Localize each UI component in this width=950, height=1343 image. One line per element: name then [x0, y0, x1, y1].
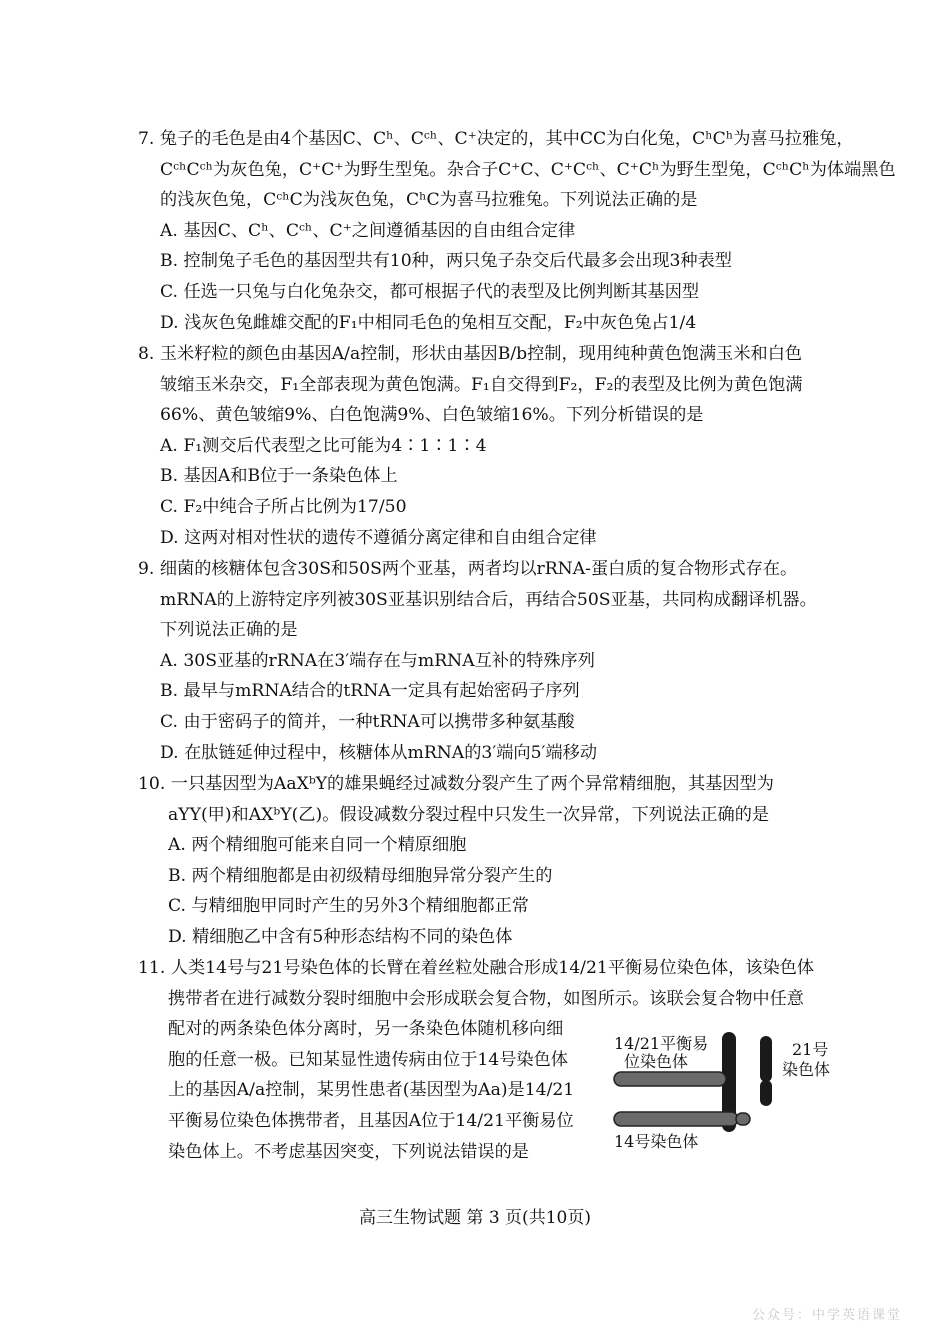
question-10-option-a: A. 两个精细胞可能来自同一个精原细胞	[168, 835, 467, 856]
question-8-option-b: B. 基因A和B位于一条染色体上	[160, 466, 398, 487]
question-8-option-d: D. 这两对相对性状的遗传不遵循分离定律和自由组合定律	[160, 527, 597, 548]
question-8-stem-line-3: 66%、黄色皱缩9%、白色饱满9%、白色皱缩16%。下列分析错误的是	[160, 405, 704, 426]
question-11-stem-line-3: 配对的两条染色体分离时，另一条染色体随机移向细	[168, 1019, 564, 1040]
question-7-stem-line-2: CᶜʰCᶜʰ为灰色兔，C⁺C⁺为野生型兔。杂合子C⁺C、C⁺Cᶜʰ、C⁺Cʰ为野生型兔，CᶜʰCʰ为体端黑色	[160, 159, 896, 180]
question-11-stem-line-5: 上的基因A/a控制，某男性患者(基因型为Aa)是14/21	[168, 1080, 575, 1101]
chromosome-synapsis-figure	[610, 1030, 850, 1160]
question-8-stem-line-2: 皱缩玉米杂交，F₁全部表现为黄色饱满。F₁自交得到F₂，F₂的表型及比例为黄色饱满	[160, 374, 803, 395]
chromosome-21-upper	[760, 1036, 772, 1082]
label-chromosome-14: 14号染色体	[614, 1132, 699, 1151]
watermark: 公众号：中学英语课堂	[751, 1308, 902, 1323]
question-10-stem-line-1: 10. 一只基因型为AaXᵇY的雄果蝇经过减数分裂产生了两个异常精细胞，其基因型为	[138, 774, 774, 794]
label-translocation-line-1: 14/21平衡易	[614, 1034, 709, 1053]
question-7-stem-line-1: 7. 兔子的毛色是由4个基因C、Cʰ、Cᶜʰ、C⁺决定的，其中CC为白化兔，CʰCʰ为喜马拉雅兔，	[138, 129, 854, 149]
translocation-chromosome-horizontal	[614, 1072, 726, 1086]
question-9-option-c: C. 由于密码子的简并，一种tRNA可以携带多种氨基酸	[160, 711, 575, 732]
chromosome-14-long-arm	[614, 1112, 738, 1126]
question-11-stem-line-7: 染色体上。不考虑基因突变，下列说法错误的是	[168, 1141, 529, 1162]
question-8-stem-line-1: 8. 玉米籽粒的颜色由基因A/a控制，形状由基因B/b控制，现用纯种黄色饱满玉米和白色	[138, 344, 803, 364]
question-9-option-d: D. 在肽链延伸过程中，核糖体从mRNA的3′端向5′端移动	[160, 742, 598, 763]
page-footer: 高三生物试题 第 3 页(共10页)	[359, 1208, 591, 1228]
question-9-stem-line-2: mRNA的上游特定序列被30S亚基识别结合后，再结合50S亚基，共同构成翻译机器。	[160, 589, 817, 610]
question-7-option-b: B. 控制兔子毛色的基因型共有10种，两只兔子杂交后代最多会出现3种表型	[160, 251, 732, 272]
question-10-option-d: D. 精细胞乙中含有5种形态结构不同的染色体	[168, 926, 513, 947]
question-9-stem-line-1: 9. 细菌的核糖体包含30S和50S两个亚基，两者均以rRNA-蛋白质的复合物形式存在。	[138, 559, 798, 579]
question-9-option-b: B. 最早与mRNA结合的tRNA一定具有起始密码子序列	[160, 681, 580, 702]
question-11-stem-line-2: 携带者在进行减数分裂时细胞中会形成联会复合物，如图所示。该联会复合物中任意	[168, 988, 804, 1009]
question-9	[138, 554, 850, 768]
question-7-option-a: A. 基因C、Cʰ、Cᶜʰ、C⁺之间遵循基因的自由组合定律	[160, 220, 576, 241]
question-10-option-b: B. 两个精细胞都是由初级精母细胞异常分裂产生的	[168, 865, 553, 886]
chromosome-14-short-arm	[736, 1113, 750, 1125]
question-7-option-d: D. 浅灰色兔雌雄交配的F₁中相同毛色的兔相互交配，F₂中灰色兔占1/4	[160, 312, 697, 333]
question-10-option-c: C. 与精细胞甲同时产生的另外3个精细胞都正常	[168, 896, 529, 917]
question-11-stem-line-6: 平衡易位染色体携带者，且基因A位于14/21平衡易位	[168, 1110, 574, 1131]
question-10	[138, 769, 850, 953]
label-translocation-line-2: 位染色体	[624, 1052, 689, 1071]
question-11-stem-line-1: 11. 人类14号与21号染色体的长臂在着丝粒处融合形成14/21平衡易位染色体，该染色体	[138, 958, 815, 978]
question-8-option-c: C. F₂中纯合子所占比例为17/50	[160, 496, 407, 517]
label-chromosome-21-line-2: 染色体	[782, 1060, 831, 1079]
question-9-option-a: A. 30S亚基的rRNA在3′端存在与mRNA互补的特殊序列	[160, 650, 595, 671]
question-7-stem-line-3: 的浅灰色兔，CᶜʰC为浅灰色兔，CʰC为喜马拉雅兔。下列说法正确的是	[160, 190, 698, 211]
question-10-stem-line-2: aYY(甲)和AXᵇY(乙)。假设减数分裂过程中只发生一次异常，下列说法正确的是	[168, 804, 770, 825]
question-7	[138, 124, 896, 338]
question-11-stem-line-4: 胞的任意一极。已知某显性遗传病由位于14号染色体	[168, 1049, 568, 1070]
question-8	[138, 339, 850, 553]
question-9-stem-line-3: 下列说法正确的是	[160, 620, 298, 641]
chromosome-21-lower	[760, 1080, 772, 1106]
label-chromosome-21-line-1: 21号	[792, 1040, 829, 1059]
question-8-option-a: A. F₁测交后代表型之比可能为4∶1∶1∶4	[160, 435, 487, 456]
question-7-option-c: C. 任选一只兔与白化兔杂交，都可根据子代的表型及比例判断其基因型	[160, 281, 700, 302]
